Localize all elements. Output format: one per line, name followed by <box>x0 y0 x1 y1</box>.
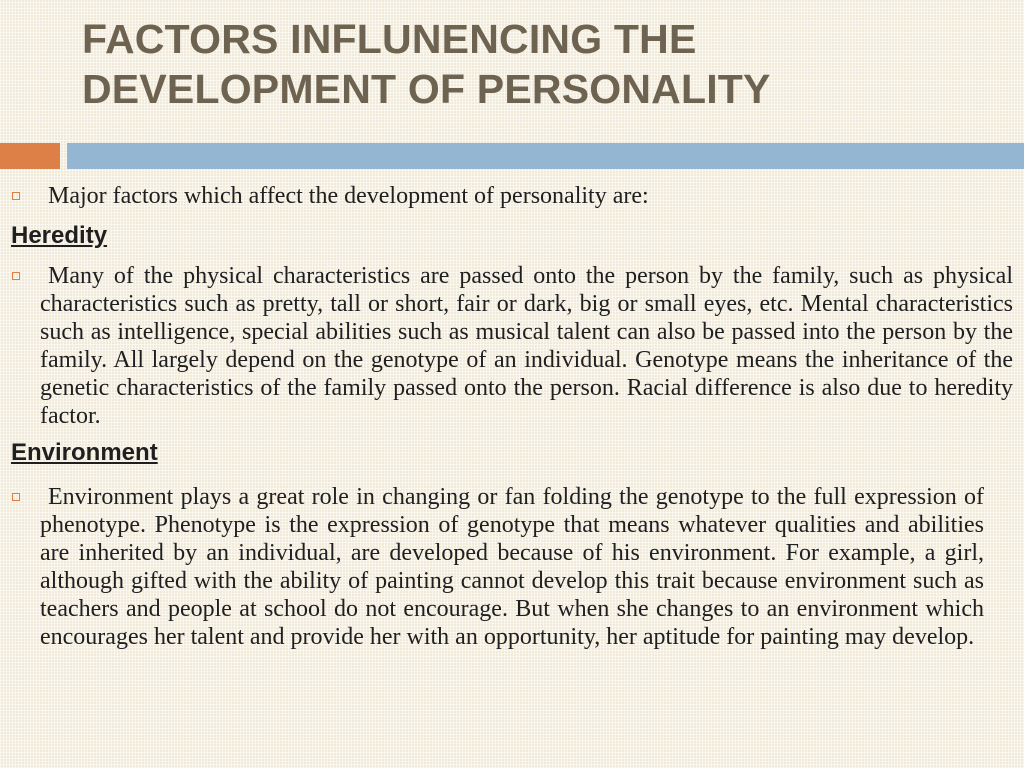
intro-text: Major factors which affect the development of personality are: <box>48 183 649 209</box>
environment-text: Environment plays a great role in changing or fan folding the genotype to the full expression of phenotype. Phenotype is the expression of genotype that means whatever qualities and abilities are inherited by an individual, are developed because of his environment. For example, a girl, although gifted with the ability of painting cannot develop this trait because environment such as teachers and people at school do not encourage. But when she changes to an environment which encourages her talent and provide her with an opportunity, her aptitude for painting may develop. <box>40 484 984 650</box>
accent-bar-blue <box>67 143 1024 169</box>
square-bullet-icon <box>12 272 20 280</box>
heading-environment: Environment <box>11 439 158 466</box>
heredity-bullet <box>40 262 1013 430</box>
slide-title-line-1: FACTORS INFLUNENCING THE <box>82 16 697 62</box>
square-bullet-icon <box>12 493 20 501</box>
environment-bullet <box>40 483 984 651</box>
slide-title <box>82 14 982 114</box>
accent-bar-orange <box>0 143 60 169</box>
intro-bullet <box>12 182 1012 210</box>
heading-heredity: Heredity <box>11 222 108 249</box>
slide-title-line-2: DEVELOPMENT OF PERSONALITY <box>82 66 771 112</box>
square-bullet-icon <box>12 192 20 200</box>
heredity-text: Many of the physical characteristics are passed onto the person by the family, such as physical characteristics such as pretty, tall or short, fair or dark, big or small eyes, etc. Mental characteristics such as intelligence, special abilities such as musical talent can also be passed into the person by the family. All largely depend on the genotype of an individual. Genotype means the inheritance of the genetic characteristics of the family passed onto the person. Racial difference is also due to heredity factor. <box>40 263 1013 429</box>
